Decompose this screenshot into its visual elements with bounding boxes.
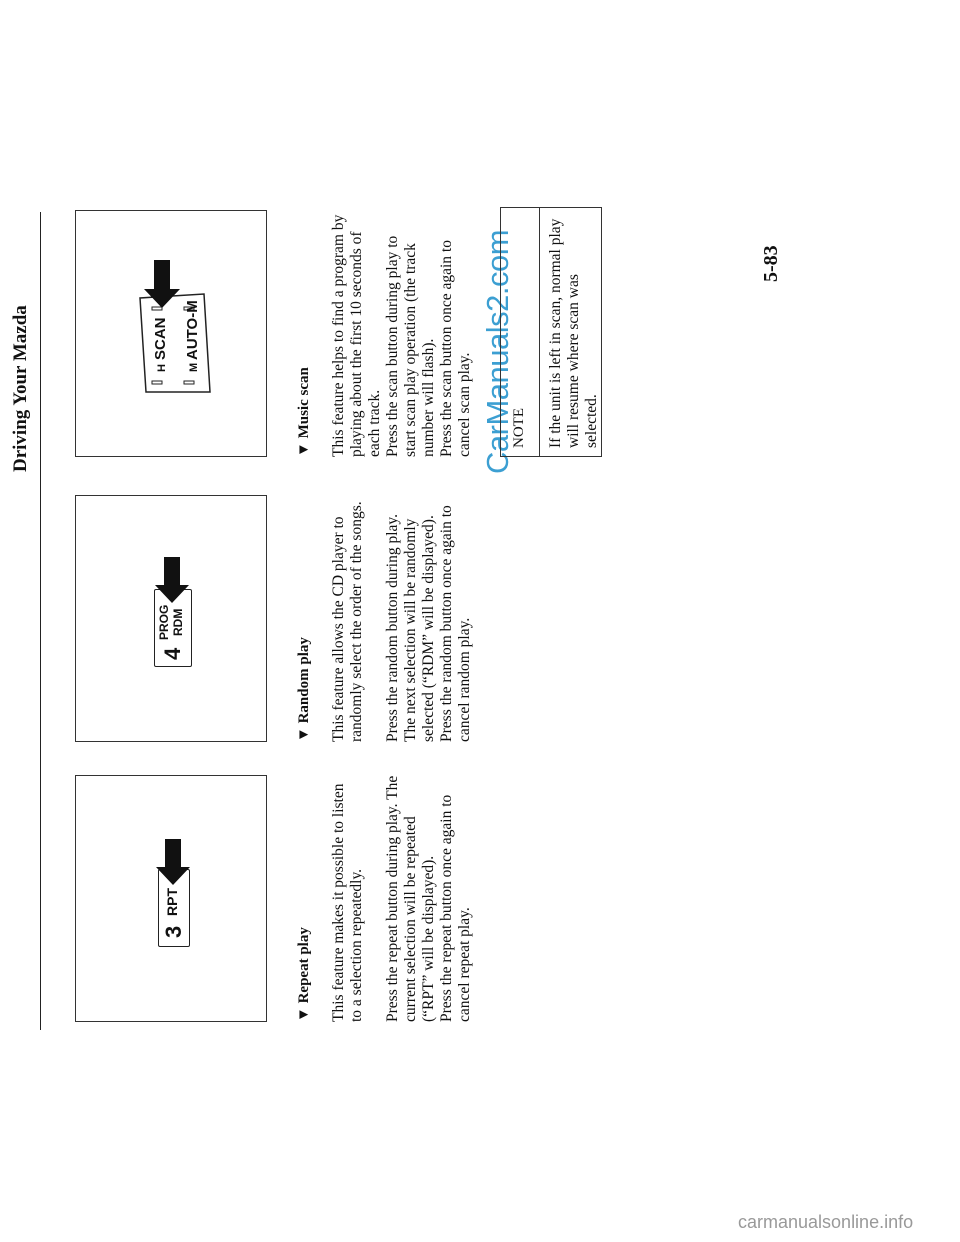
random-intro: This feature allows the CD player to randomly select the order of the songs.: [330, 501, 365, 742]
note-box: [500, 207, 602, 457]
header-rule: [40, 212, 41, 1030]
note-header: [501, 208, 540, 456]
prog-label: PROG: [157, 604, 171, 640]
section-title-scan: ▼ Music scan: [296, 367, 312, 457]
scan-intro: This feature helps to find a program by playing about the first 10 seconds of each track.: [330, 214, 383, 457]
repeat-intro: This feature makes it possible to listen to a selection repeatedly.: [330, 783, 365, 1022]
scan-label: SCAN: [152, 317, 169, 360]
watermark-carmanuals2: CarManuals2.com: [480, 229, 515, 474]
press-arrow-icon: [154, 839, 192, 885]
note-text: If the unit is left in scan, normal play will resume where scan was selected.: [547, 218, 600, 448]
repeat-body-2: Press the repeat button once again to cancel repeat play.: [438, 794, 473, 1022]
rpt-button-label: RPT: [164, 888, 180, 916]
watermark-carmanualsonline: carmanualsonline.info: [738, 1212, 914, 1232]
figure-scan-button: [75, 210, 267, 457]
section-title-random: ▼ Random play: [296, 637, 312, 742]
random-body-2: Press the random button once again to cancel random play.: [438, 505, 473, 742]
press-arrow-icon: [142, 260, 182, 308]
figure-random-button: [75, 495, 267, 742]
auto-m-m-label: M: [188, 362, 200, 372]
rdm-label: RDM: [171, 608, 185, 636]
rdm-button-number: 4: [160, 647, 185, 660]
scan-body-1: Press the scan button during play to start scan play operation (the track number will flash).: [384, 235, 437, 457]
figure-repeat-button: [75, 775, 267, 1022]
random-body-1: Press the random button during play. The next selection will be randomly selected (“RDM” will be displayed).: [384, 513, 437, 742]
rpt-button-number: 3: [161, 925, 186, 938]
press-arrow-icon: [153, 557, 191, 603]
page-header-title: Driving Your Mazda: [10, 305, 31, 472]
note-label: NOTE: [511, 408, 527, 448]
auto-m-label: AUTO-M: [184, 300, 201, 360]
page-number: 5-83: [760, 245, 782, 282]
section-title-repeat: ▼ Repeat play: [296, 927, 312, 1022]
scan-body-2: Press the scan button once again to cancel scan play.: [438, 240, 473, 457]
scan-h-label: H: [156, 364, 168, 372]
repeat-body-1: Press the repeat button during play. The current selection will be repeated (“RPT” will be displayed).: [384, 775, 437, 1022]
